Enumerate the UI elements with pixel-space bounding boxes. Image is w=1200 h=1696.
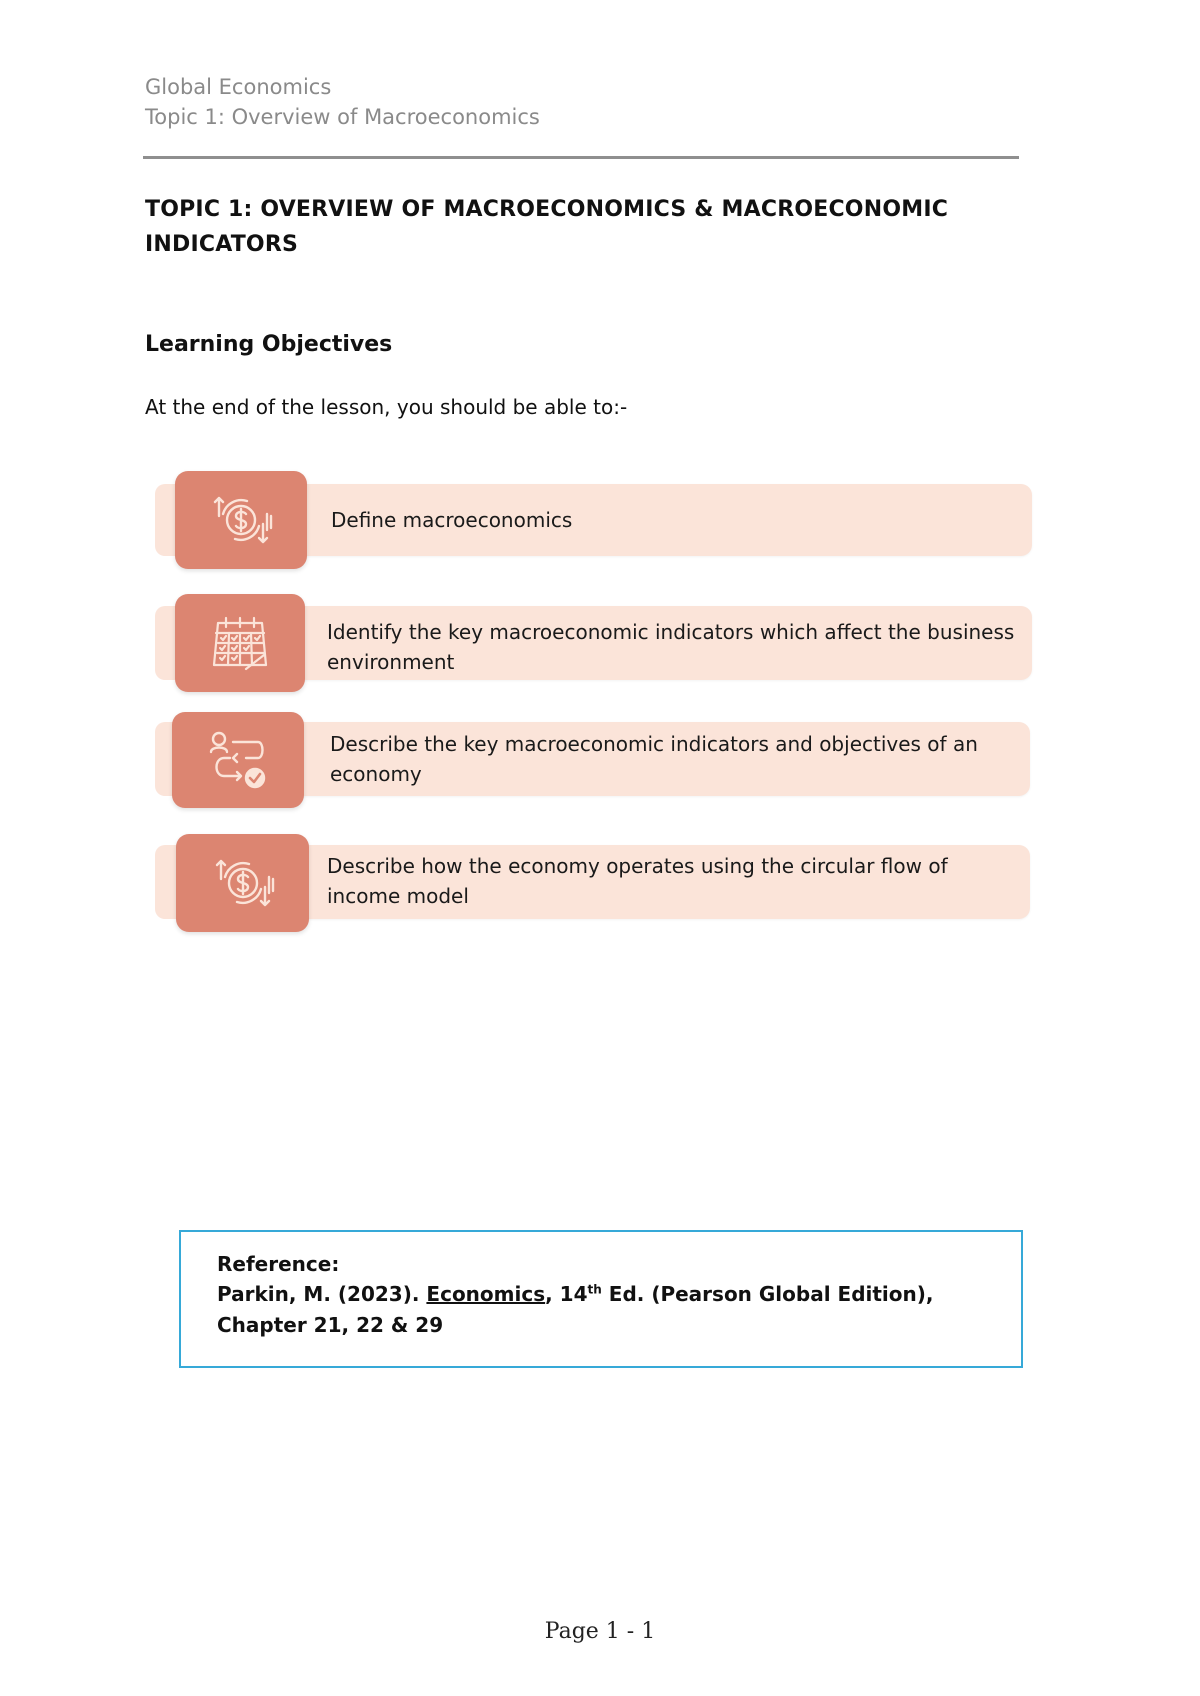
reference-edition-prefix: , 14 bbox=[545, 1282, 588, 1306]
reference-chapters: Chapter 21, 22 & 29 bbox=[217, 1313, 444, 1337]
header-divider bbox=[143, 156, 1019, 159]
reference-author-year: Parkin, M. (2023). bbox=[217, 1282, 420, 1306]
course-name: Global Economics bbox=[145, 75, 332, 99]
learning-objectives-heading: Learning Objectives bbox=[145, 332, 393, 357]
objective-text bbox=[331, 505, 572, 535]
document-title bbox=[145, 192, 1025, 262]
objective-text bbox=[327, 617, 1014, 677]
running-header bbox=[145, 72, 540, 132]
objective-item-2 bbox=[0, 594, 1200, 704]
objective-item-3 bbox=[0, 712, 1200, 822]
process-flow-icon bbox=[202, 724, 274, 796]
objective-icon-box bbox=[175, 471, 307, 569]
reference-edition-superscript: th bbox=[587, 1282, 602, 1297]
objective-text-line-2: environment bbox=[327, 650, 455, 674]
reference-edition-suffix: Ed. (Pearson Global Edition), bbox=[601, 1282, 934, 1306]
topic-name: Topic 1: Overview of Macroeconomics bbox=[145, 105, 540, 129]
objective-icon-box bbox=[175, 594, 305, 692]
objective-item-1 bbox=[0, 468, 1200, 578]
objective-icon-box bbox=[176, 834, 309, 932]
dollar-exchange-icon bbox=[207, 847, 279, 919]
objective-text-line-2: income model bbox=[327, 884, 469, 908]
objective-text-line-1: Describe the key macroeconomic indicators and objectives of an bbox=[330, 732, 978, 756]
objective-text bbox=[330, 729, 978, 789]
reference-citation bbox=[217, 1279, 934, 1309]
reference-box bbox=[179, 1230, 1023, 1368]
objective-icon-box bbox=[172, 712, 304, 808]
objective-text-line-1: Identify the key macroeconomic indicators which affect the business bbox=[327, 620, 1015, 644]
objective-text-line-1: Define macroeconomics bbox=[331, 508, 573, 532]
objective-text bbox=[327, 851, 948, 911]
page-number: Page 1 - 1 bbox=[544, 1619, 656, 1644]
calendar-checklist-icon bbox=[204, 607, 276, 679]
objective-item-4 bbox=[0, 834, 1200, 944]
learning-objectives-intro: At the end of the lesson, you should be able to:- bbox=[145, 395, 628, 419]
reference-book-title: Economics bbox=[426, 1282, 546, 1306]
dollar-exchange-icon bbox=[205, 484, 277, 556]
objective-text-line-2: economy bbox=[330, 762, 422, 786]
reference-label: Reference: bbox=[217, 1252, 340, 1276]
title-line-2: INDICATORS bbox=[145, 232, 299, 257]
title-line-1: TOPIC 1: OVERVIEW OF MACROECONOMICS & MACROECONOMIC bbox=[145, 197, 949, 222]
objective-text-line-1: Describe how the economy operates using the circular flow of bbox=[327, 854, 948, 878]
